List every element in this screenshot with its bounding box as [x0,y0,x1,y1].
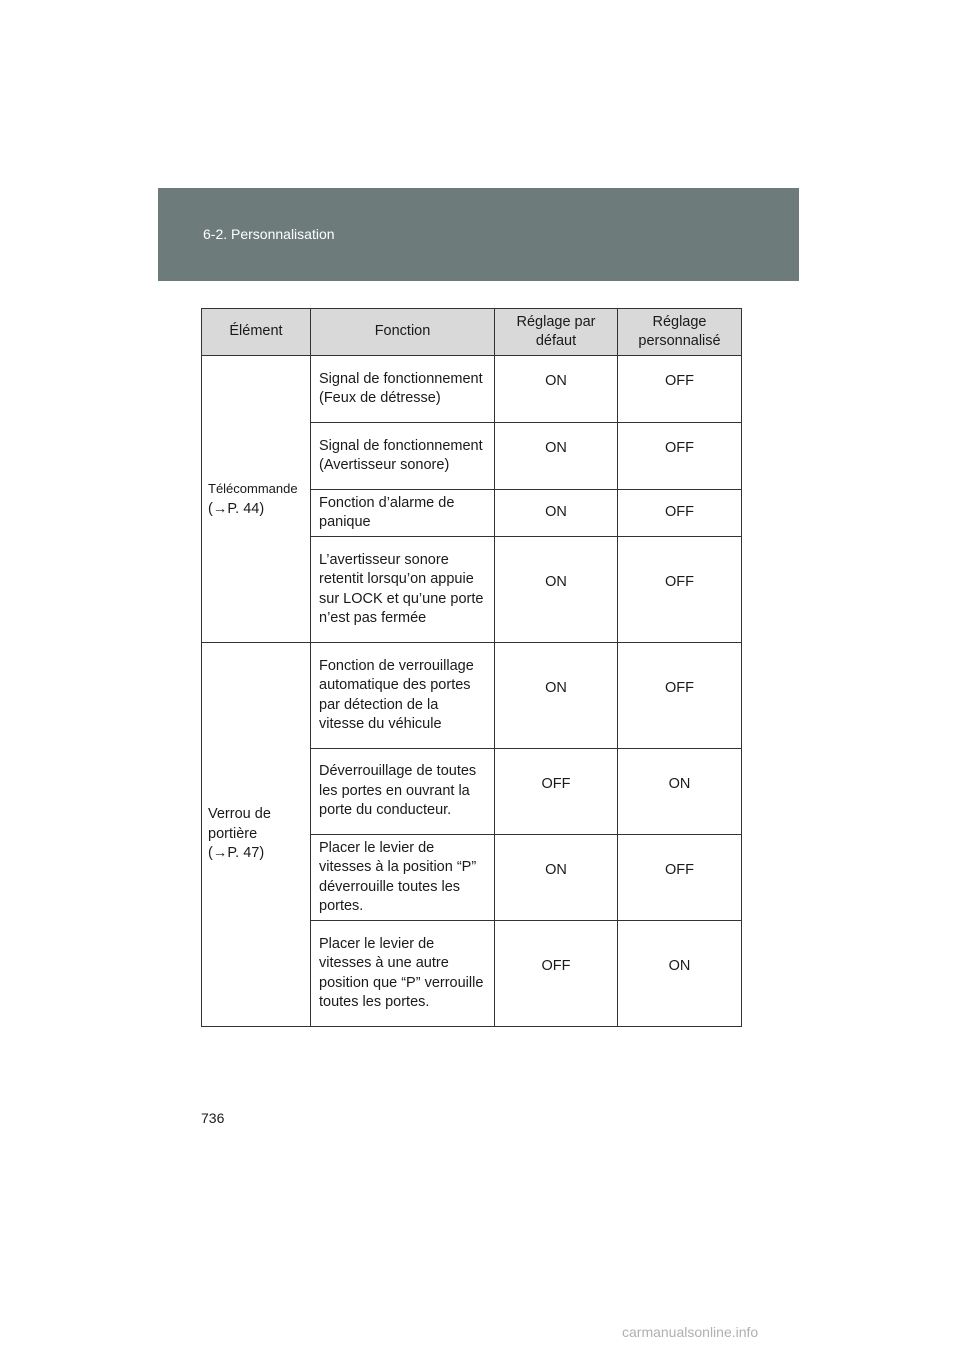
column-header-default: Réglage par défaut [495,309,618,356]
item-cell-remote [202,356,311,643]
watermark-text: carmanualsonline.info [622,1324,759,1340]
item-page-ref: (→P. 44) [208,500,265,517]
custom-setting-cell: OFF [618,356,742,423]
section-title: 6-2. Personnalisation [203,226,335,242]
page-number: 736 [201,1110,225,1126]
column-header-function: Fonction [311,309,495,356]
function-cell: Placer le levier de vitesses à la position “P” déverrouille toutes les portes. [311,835,495,921]
customization-table [201,308,742,1027]
column-header-element: Élément [202,309,311,356]
function-cell: Signal de fonctionnement (Avertisseur sonore) [311,423,495,490]
item-name: Verrou de portière [208,806,271,842]
custom-setting-cell: OFF [618,490,742,537]
custom-setting-cell: ON [618,921,742,1027]
default-setting-cell: OFF [495,749,618,835]
default-setting-cell: ON [495,490,618,537]
table-header-row [202,309,742,356]
table-row [202,356,742,423]
function-cell: L’avertisseur sonore retentit lorsqu’on appuie sur LOCK et qu’une porte n’est pas fermée [311,537,495,643]
function-cell: Fonction d’alarme de panique [311,490,495,537]
default-setting-cell: ON [495,423,618,490]
default-setting-cell: ON [495,643,618,749]
item-name: Télécommande [208,481,298,496]
item-page-ref: (→P. 47) [208,845,265,862]
function-cell: Déverrouillage de toutes les portes en ouvrant la porte du conducteur. [311,749,495,835]
function-cell: Placer le levier de vitesses à une autre position que “P” verrouille toutes les portes. [311,921,495,1027]
item-cell-door-lock [202,643,311,1027]
table-row [202,643,742,749]
default-setting-cell: ON [495,835,618,921]
function-cell: Fonction de verrouillage automatique des portes par détection de la vitesse du véhicule [311,643,495,749]
custom-setting-cell: OFF [618,835,742,921]
custom-setting-cell: OFF [618,537,742,643]
section-header-band [158,188,799,281]
custom-setting-cell: OFF [618,423,742,490]
default-setting-cell: ON [495,356,618,423]
default-setting-cell: OFF [495,921,618,1027]
custom-setting-cell: ON [618,749,742,835]
default-setting-cell: ON [495,537,618,643]
custom-setting-cell: OFF [618,643,742,749]
column-header-custom: Réglage personnalisé [618,309,742,356]
function-cell: Signal de fonctionnement (Feux de détresse) [311,356,495,423]
